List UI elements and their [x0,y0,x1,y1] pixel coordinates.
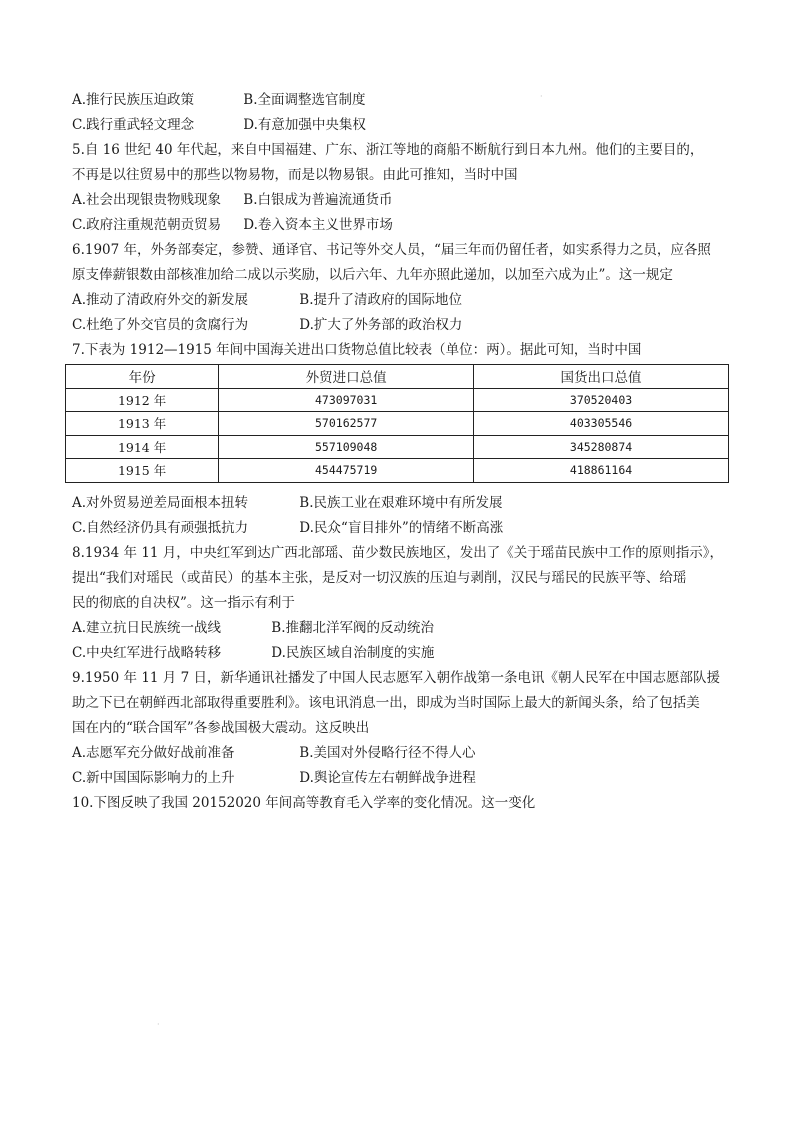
table-row [66,412,729,436]
q7-option-b[interactable]: B.民族工业在艰难环境中有所发展 [299,495,503,511]
q9-stem-line-2: 助之下已在朝鲜西北部取得重要胜利》。该电讯消息一出，即成为当时国际上最大的新闻头条，给了包括美 [72,695,700,711]
q6-option-c[interactable]: C.杜绝了外交官员的贪腐行为 [72,317,249,333]
q5-option-a[interactable]: A.社会出现银贵物贱现象 [72,192,222,208]
table-header-year: 年份 [66,365,219,389]
table-cell-import: 473097031 [219,388,474,412]
q8-options-row-2 [72,641,722,666]
q5-options-row-1 [72,188,722,213]
q8-option-a[interactable]: A.建立抗日民族统一战线 [72,620,222,636]
q4-option-b[interactable]: B.全面调整选官制度 [243,92,366,108]
table-cell-import: 570162577 [219,412,474,436]
q7-option-d[interactable]: D.民众“盲目排外”的情绪不断高涨 [299,520,504,536]
q9-option-b[interactable]: B.美国对外侵略行径不得人心 [299,745,476,761]
q6-option-b[interactable]: B.提升了清政府的国际地位 [299,292,463,308]
q8-option-d[interactable]: D.民族区域自治制度的实施 [271,645,435,661]
table-row [66,435,729,459]
q5-stem-line-2: 不再是以往贸易中的那些以物易物，而是以物易银。由此可推知，当时中国 [72,167,518,183]
table-header-row [66,365,729,389]
q9-stem-line-1: 9.1950 年 11 月 7 日，新华通讯社播发了中国人民志愿军入朝作战第一条电讯《朝人民军在中国志愿部队援 [72,670,720,686]
q6-options-row-1 [72,288,722,313]
q9-options-row-2 [72,766,722,791]
q5-option-b[interactable]: B.白银成为普遍流通货币 [243,192,393,208]
q9-option-a[interactable]: A.志愿军充分做好战前准备 [72,745,235,761]
q4-option-d[interactable]: D.有意加强中央集权 [243,117,366,133]
scan-speck: · [540,92,543,101]
q7-trade-table [65,364,729,483]
table-cell-import: 454475719 [219,459,474,483]
q7-option-a[interactable]: A.对外贸易逆差局面根本扭转 [72,495,249,511]
q6-stem-line-2: 原支俸薪银数由部核准加给二成以示奖励，以后六年、九年亦照此递加，以加至六成为止”。这一规定 [72,267,673,283]
table-cell-year: 1913 年 [66,412,219,436]
q8-stem-line-1: 8.1934 年 11 月，中央红军到达广西北部瑶、苗少数民族地区，发出了《关于瑶苗民族中工作的原则指示》， [72,545,724,561]
q8-stem-line-2: 提出“我们对瑶民（或苗民）的基本主张，是反对一切汉族的压迫与剥削，汉民与瑶民的民族平等、给瑶 [72,570,687,586]
q8-option-c[interactable]: C.中央红军进行战略转移 [72,645,222,661]
q4-option-c[interactable]: C.践行重武轻文理念 [72,117,195,133]
q7-options-row-1 [72,491,722,516]
q8-option-b[interactable]: B.推翻北洋军阀的反动统治 [271,620,435,636]
table-header-import: 外贸进口总值 [219,365,474,389]
q6-option-a[interactable]: A.推动了清政府外交的新发展 [72,292,249,308]
q9-option-d[interactable]: D.舆论宣传左右朝鲜战争进程 [299,770,476,786]
q7-stem: 7.下表为 1912—1915 年间中国海关进出口货物总值比较表（单位：两）。据此可知，当时中国 [72,342,642,358]
q5-stem-line-1: 5.自 16 世纪 40 年代起，来自中国福建、广东、浙江等地的商船不断航行到日本九州。他们的主要目的， [72,142,704,158]
q6-options-row-2 [72,313,722,338]
table-cell-year: 1914 年 [66,435,219,459]
q4-options-row-1 [72,88,722,113]
table-cell-year: 1912 年 [66,388,219,412]
q4-options-row-2 [72,113,722,138]
q5-option-d[interactable]: D.卷入资本主义世界市场 [243,217,393,233]
table-cell-export: 345280874 [474,435,729,459]
table-row [66,388,729,412]
q6-option-d[interactable]: D.扩大了外务部的政治权力 [299,317,463,333]
q8-stem-line-3: 民的彻底的自决权”。这一指示有利于 [72,595,295,611]
q4-option-a[interactable]: A.推行民族压迫政策 [72,92,195,108]
q5-option-c[interactable]: C.政府注重规范朝贡贸易 [72,217,222,233]
q7-option-c[interactable]: C.自然经济仍具有顽强抵抗力 [72,520,249,536]
table-cell-export: 403305546 [474,412,729,436]
q10-stem: 10.下图反映了我国 20152020 年间高等教育毛入学率的变化情况。这一变化 [72,795,536,811]
q9-options-row-1 [72,741,722,766]
table-cell-export: 418861164 [474,459,729,483]
table-header-export: 国货出口总值 [474,365,729,389]
table-cell-year: 1915 年 [66,459,219,483]
table-cell-export: 370520403 [474,388,729,412]
q9-option-c[interactable]: C.新中国国际影响力的上升 [72,770,235,786]
table-row [66,459,729,483]
q6-stem-line-1: 6.1907 年，外务部奏定，参赞、通译官、书记等外交人员，“届三年而仍留任者，如实系得力之员，应各照 [72,242,711,258]
table-cell-import: 557109048 [219,435,474,459]
q5-options-row-2 [72,213,722,238]
scan-speck: · [157,1020,160,1029]
q7-options-row-2 [72,516,722,541]
q9-stem-line-3: 国在内的“联合国军”各参战国极大震动。这反映出 [72,720,370,736]
q8-options-row-1 [72,616,722,641]
